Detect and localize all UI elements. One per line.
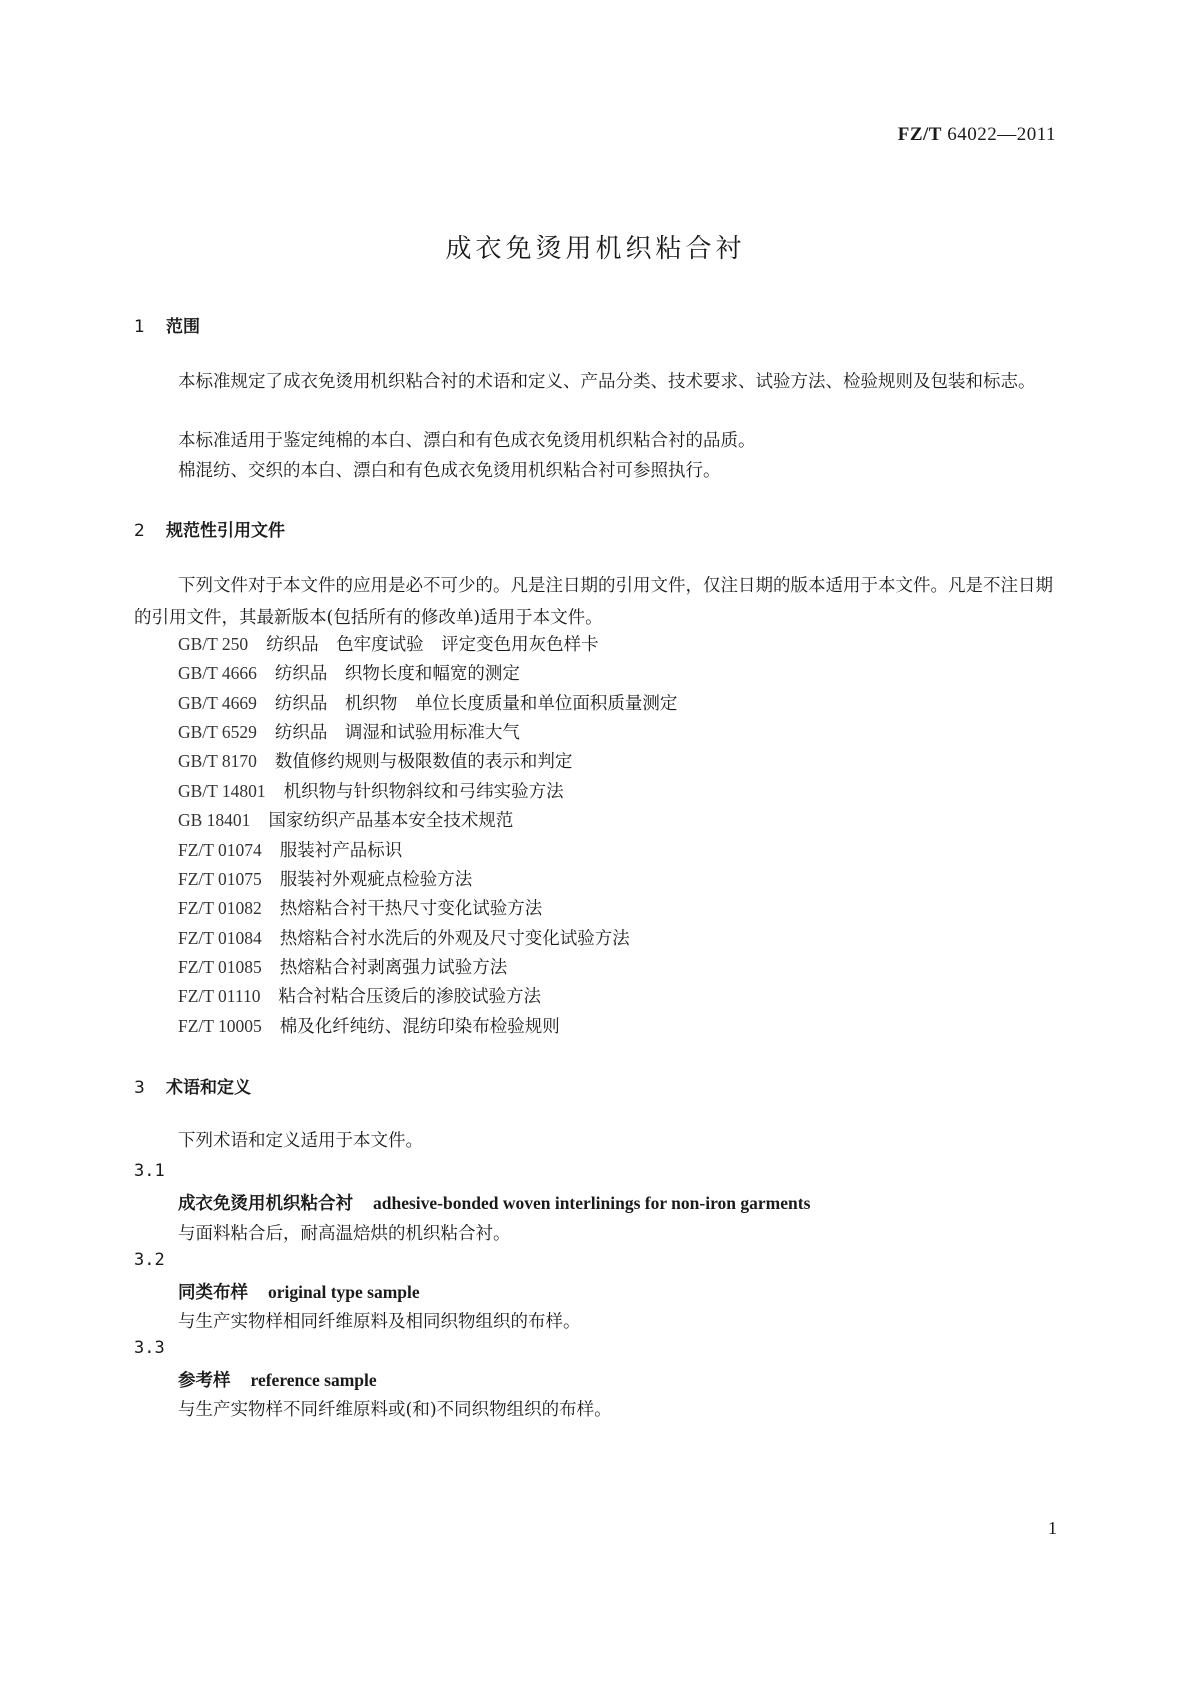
scope-paragraph	[134, 366, 1062, 398]
reference-item	[178, 690, 677, 715]
reference-item	[178, 719, 520, 744]
reference-title: 热熔粘合衬水洗后的外观及尺寸变化试验方法	[279, 929, 630, 949]
section-number: 2	[134, 521, 145, 541]
reference-item	[178, 748, 572, 773]
term-heading	[178, 1367, 377, 1392]
paragraph-text: 本标准规定了成衣免烫用机织粘合衬的术语和定义、产品分类、技术要求、试验方法、检验规则及包装和标志。	[178, 372, 1036, 392]
reference-code: FZ/T 01074	[178, 840, 262, 860]
term-definition: 与生产实物样不同纤维原料或(和)不同织物组织的布样。	[178, 1400, 612, 1420]
reference-item	[178, 983, 541, 1008]
reference-title: 热熔粘合衬干热尺寸变化试验方法	[279, 899, 543, 919]
reference-code: GB/T 8170	[178, 751, 257, 771]
reference-code: FZ/T 10005	[178, 1016, 262, 1036]
reference-title: 纺织品 机织物 单位长度质量和单位面积质量测定	[274, 694, 678, 714]
term-definition: 与面料粘合后，耐高温焙烘的机织粘合衬。	[178, 1224, 511, 1244]
reference-title: 纺织品 色牢度试验 评定变色用灰色样卡	[266, 635, 599, 655]
reference-code: GB/T 14801	[178, 781, 266, 801]
term-cn: 参考样	[178, 1371, 231, 1391]
reference-title: 纺织品 调湿和试验用标准大气	[274, 723, 520, 743]
paragraph-text: 本标准适用于鉴定纯棉的本白、漂白和有色成衣免烫用机织粘合衬的品质。	[178, 431, 756, 451]
term-number: 3.3	[134, 1338, 165, 1358]
reference-title: 服装衬外观疵点检验方法	[279, 870, 473, 890]
reference-code: GB/T 4666	[178, 663, 257, 683]
term-number: 3.2	[134, 1250, 165, 1270]
reference-item	[178, 631, 599, 656]
term-en: original type sample	[268, 1282, 420, 1302]
term-en: reference sample	[250, 1370, 377, 1390]
reference-title: 热熔粘合衬剥离强力试验方法	[279, 958, 508, 978]
reference-item	[178, 837, 402, 862]
reference-code: FZ/T 01082	[178, 898, 262, 918]
reference-title: 国家纺织产品基本安全技术规范	[268, 811, 514, 831]
reference-item	[178, 1013, 560, 1038]
reference-item	[178, 895, 542, 920]
terms-intro	[134, 1125, 1062, 1157]
references-intro	[134, 570, 1062, 634]
reference-item	[178, 954, 507, 979]
reference-title: 棉及化纤纯纺、混纺印染布检验规则	[279, 1017, 560, 1037]
reference-title: 机织物与针织物斜纹和弓纬实验方法	[283, 782, 564, 802]
standard-code-prefix: FZ/T	[897, 124, 942, 145]
term-en: adhesive-bonded woven interlinings for non-iron garments	[373, 1193, 811, 1213]
section-title: 范围	[166, 317, 200, 337]
standard-code	[898, 124, 1056, 146]
reference-title: 纺织品 织物长度和幅宽的测定	[274, 664, 520, 684]
reference-code: FZ/T 01075	[178, 869, 262, 889]
scope-paragraph	[134, 455, 1062, 487]
term-heading	[178, 1190, 810, 1215]
term-heading	[178, 1279, 420, 1304]
reference-code: FZ/T 01084	[178, 928, 262, 948]
document-title: 成衣免烫用机织粘合衬	[445, 234, 746, 264]
section-number: 1	[134, 317, 145, 337]
section-title: 术语和定义	[166, 1078, 251, 1098]
reference-code: GB/T 6529	[178, 722, 257, 742]
section-heading-normative-references	[134, 516, 285, 541]
reference-code: GB 18401	[178, 810, 251, 830]
paragraph-text: 棉混纺、交织的本白、漂白和有色成衣免烫用机织粘合衬可参照执行。	[178, 461, 721, 481]
reference-item	[178, 925, 630, 950]
standard-code-number: 64022—2011	[947, 124, 1056, 145]
term-number: 3.1	[134, 1161, 165, 1181]
paragraph-text: 下列术语和定义适用于本文件。	[178, 1131, 423, 1151]
reference-item	[178, 778, 564, 803]
section-heading-terms	[134, 1073, 251, 1098]
reference-title: 粘合衬粘合压烫后的渗胶试验方法	[278, 987, 541, 1007]
reference-code: GB/T 250	[178, 634, 249, 654]
reference-title: 服装衬产品标识	[279, 841, 403, 861]
term-cn: 同类布样	[178, 1283, 248, 1303]
reference-item	[178, 660, 520, 685]
paragraph-text: 下列文件对于本文件的应用是必不可少的。凡是注日期的引用文件，仅注日期的版本适用于本文件。凡是不注日期的引用文件，其最新版本(包括所有的修改单)适用于本文件。	[134, 576, 1053, 628]
section-title: 规范性引用文件	[166, 521, 285, 541]
term-cn: 成衣免烫用机织粘合衬	[178, 1194, 353, 1214]
section-heading-scope	[134, 312, 200, 337]
reference-title: 数值修约规则与极限数值的表示和判定	[274, 752, 573, 772]
reference-item	[178, 866, 472, 891]
term-definition: 与生产实物样相同纤维原料及相同织物组织的布样。	[178, 1312, 581, 1332]
page-number: 1	[1048, 1518, 1057, 1538]
reference-code: FZ/T 01110	[178, 986, 261, 1006]
reference-item	[178, 807, 513, 832]
section-number: 3	[134, 1078, 145, 1098]
scope-paragraph	[134, 425, 1062, 457]
reference-code: FZ/T 01085	[178, 957, 262, 977]
reference-code: GB/T 4669	[178, 693, 257, 713]
